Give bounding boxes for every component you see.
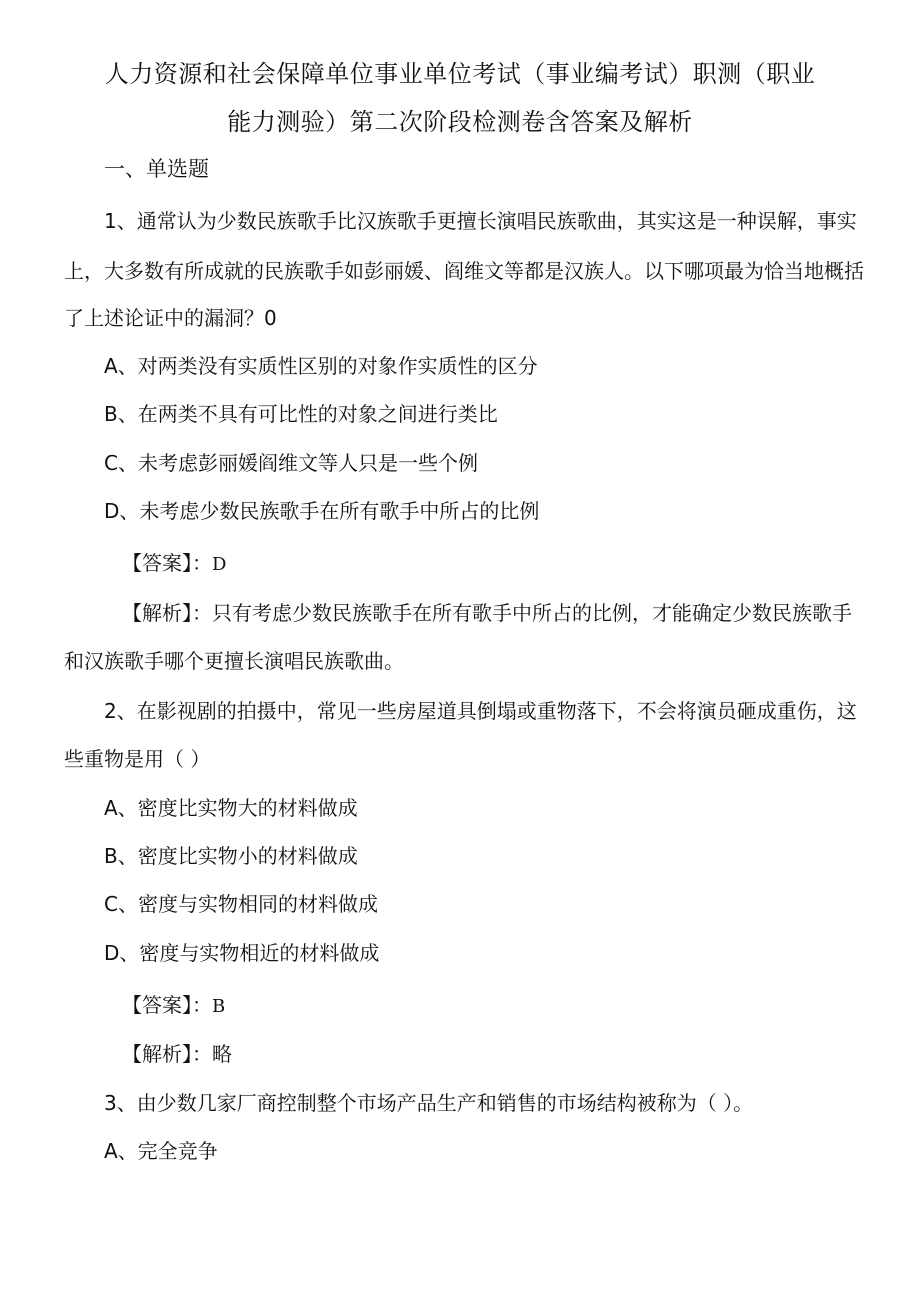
question-1-option-c: C、未考虑彭丽媛阎维文等人只是一些个例: [104, 451, 478, 475]
analysis-text: 略: [212, 1042, 232, 1066]
question-1-analysis-line-1: [122, 598, 852, 628]
question-3-stem-line-1: 3、由少数几家厂商控制整个市场产品生产和销售的市场结构被称为（ ）。: [104, 1091, 754, 1115]
question-2-option-c: C、密度与实物相同的材料做成: [104, 892, 378, 916]
question-2-stem-line-1: 2、在影视剧的拍摄中，常见一些房屋道具倒塌或重物落下，不会将演员砸成重伤，这: [104, 699, 857, 723]
answer-label: 【答案】：: [122, 551, 212, 575]
question-2-option-d: D、密度与实物相近的材料做成: [104, 941, 380, 965]
question-2-option-b: B、密度比实物小的材料做成: [104, 844, 358, 868]
question-1-option-d: D、未考虑少数民族歌手在所有歌手中所占的比例: [104, 499, 540, 523]
question-1-option-a: A、对两类没有实质性区别的对象作实质性的区分: [104, 354, 538, 378]
question-1-answer: [122, 548, 226, 580]
question-1-option-b: B、在两类不具有可比性的对象之间进行类比: [104, 402, 498, 426]
document-title-line-1: 人力资源和社会保障单位事业单位考试（事业编考试）职测（职业: [104, 60, 816, 88]
question-2-analysis: [122, 1039, 232, 1069]
question-1-stem-line-2: 上，大多数有所成就的民族歌手如彭丽媛、阎维文等都是汉族人。以下哪项最为恰当地概括: [64, 259, 864, 283]
answer-label: 【答案】：: [122, 993, 212, 1017]
analysis-text: 只有考虑少数民族歌手在所有歌手中所占的比例，才能确定少数民族歌手: [212, 601, 852, 625]
question-1-stem-line-1: 1、通常认为少数民族歌手比汉族歌手更擅长演唱民族歌曲，其实这是一种误解，事实: [104, 209, 857, 233]
question-2-stem-line-2: 些重物是用（ ）: [64, 747, 211, 771]
answer-value: B: [212, 996, 226, 1017]
answer-value: D: [212, 554, 227, 575]
question-3-option-a: A、完全竞争: [104, 1139, 218, 1163]
question-1-analysis-line-2: 和汉族歌手哪个更擅长演唱民族歌曲。: [64, 649, 404, 673]
question-2-answer: [122, 990, 225, 1022]
document-title-line-2: 能力测验）第二次阶段检测卷含答案及解析: [227, 108, 693, 136]
analysis-label: 【解析】：: [122, 1042, 212, 1066]
question-2-option-a: A、密度比实物大的材料做成: [104, 796, 358, 820]
question-1-stem-line-3: 了上述论证中的漏洞？0: [64, 306, 277, 330]
analysis-label: 【解析】：: [122, 601, 212, 625]
section-heading: 一、单选题: [104, 157, 209, 181]
